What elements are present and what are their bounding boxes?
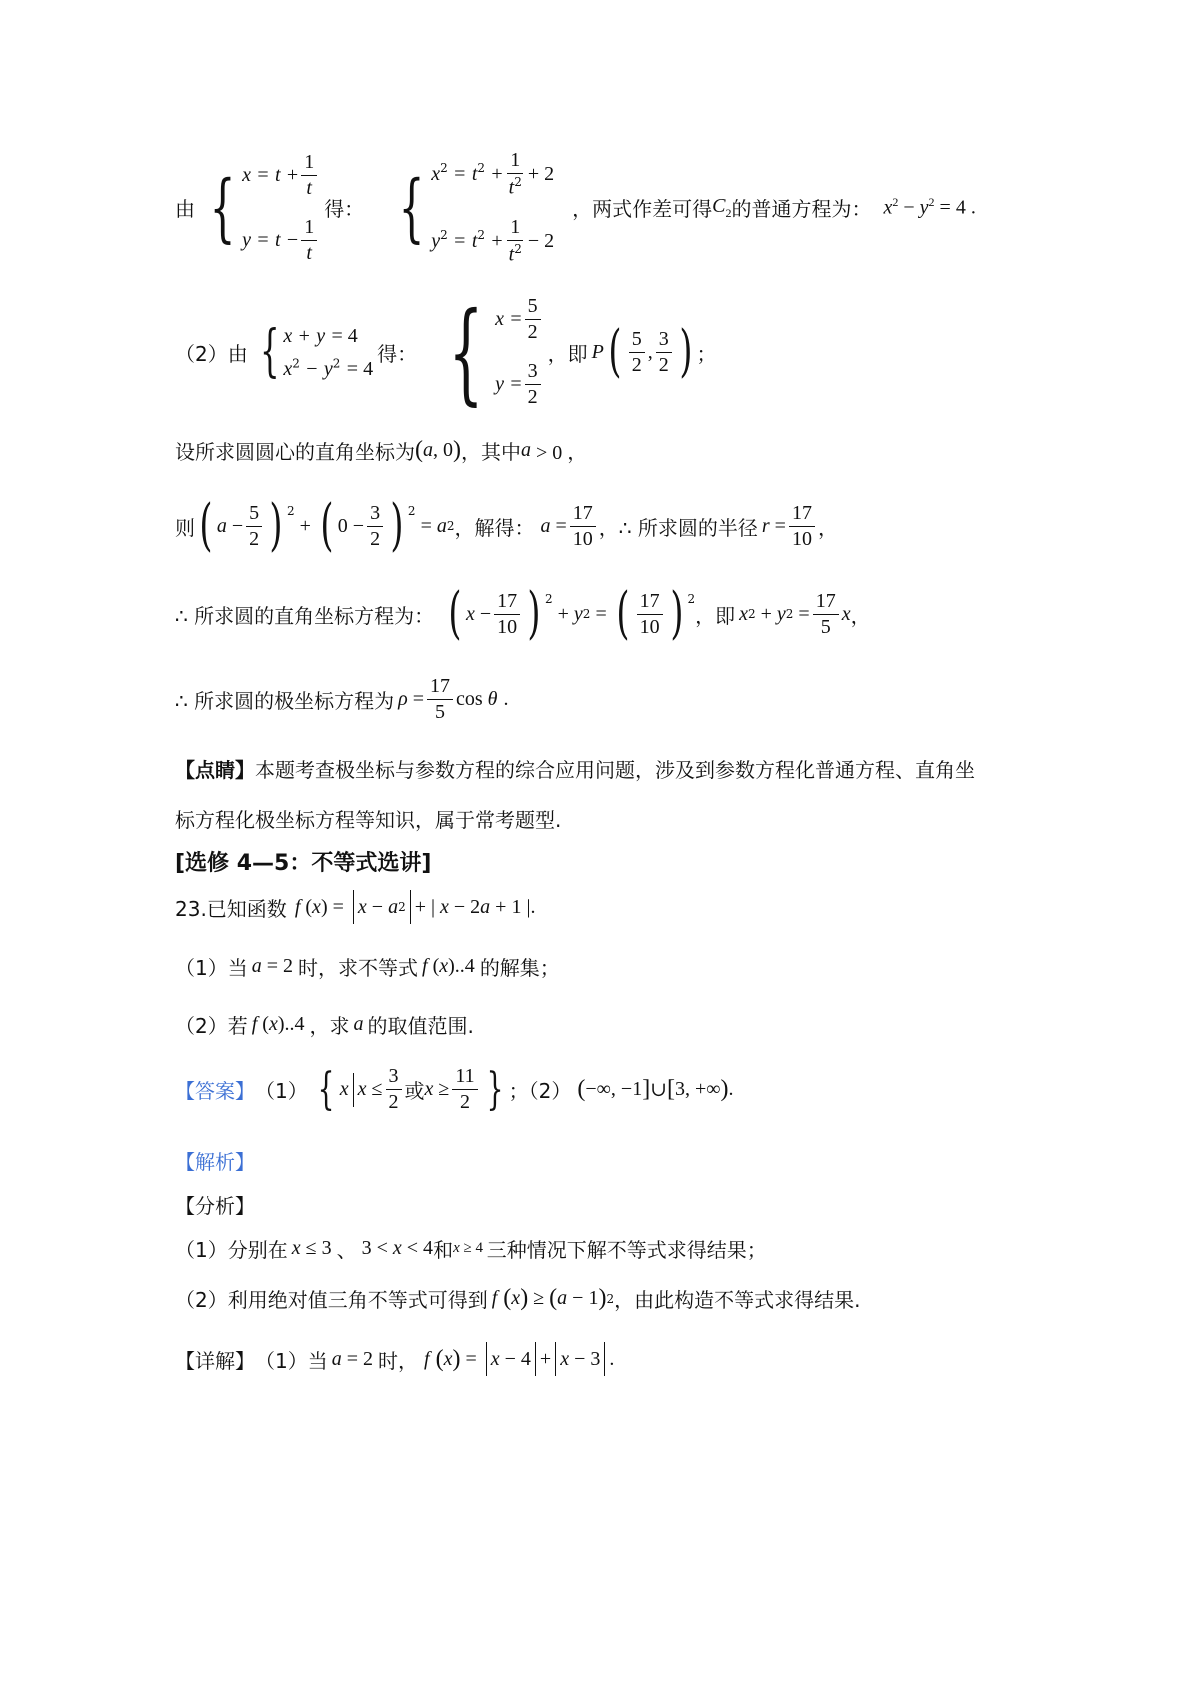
section-heading: [选修 4—5：不等式选讲]	[175, 851, 432, 876]
text-de2: 得：	[377, 341, 418, 366]
text-tail2: 的普通方程为：	[731, 197, 872, 222]
polar-line: ∴ 所求圆的极坐标方程为 ρ = $\frac{17}{5}$ cos θ .	[175, 675, 509, 723]
center-line: 设所求圆圆心的直角坐标为 ( a , 0 ) ，其中 a > 0 ，	[175, 437, 588, 464]
system-param: { x = t + $\frac{1}{t}$ y = t − $\frac{1}{t}$	[199, 152, 320, 264]
answer-tag: 【答案】	[175, 1079, 255, 1103]
dianjing-line1: 【点睛】 本题考查极坐标与参数方程的综合应用问题，涉及到参数方程化普通方程、直角坐	[175, 754, 975, 783]
dianjing-line2: 标方程化极坐标方程等知识，属于常考题型.	[175, 808, 562, 832]
text-ji: ，即	[547, 341, 588, 366]
analysis-line1: （1）分别在 x ≤ 3 、 3 < x < 4 和 x ≥ 4 三种情况下解不等式求得结果；	[175, 1237, 767, 1262]
radius-line: 则 ( a − $\frac{5}{2}$ ) $^2$ + ( 0 − $\frac{3}{2}$ ) $^2$ = a 2 ，解得： a = $\frac{17}{10}$ ，∴ 所求圆的半径 r = $\frac{17}{10}$ ，	[175, 493, 838, 558]
text-part2-label: （2）由	[175, 341, 248, 366]
point-p: P	[591, 340, 604, 363]
text-you: 由	[175, 197, 195, 222]
xiangjie-line: 【详解】 （1）当 a = 2 时， f ( x ) = x − 4 + x − 3 .	[175, 1342, 614, 1376]
c2-equation: $x^2 - y^2 = 4$ .	[883, 195, 976, 219]
answer-line: 【答案】 （1） { x x ≤ $\frac{3}{2}$ 或 x ≥ $\frac{11}{2}$ } ；（2） ( −∞, −1 ] ∪ [ 3, +∞ ) .	[175, 1063, 734, 1115]
dianjing-tag: 【点睛】	[175, 758, 255, 782]
part2-line: （2）由 { x + y = 4 $x^2 - y^2 = 4$ 得： { x = $\frac{5}{2}$ y = $\frac{3}{2}$ ，即 P ( $\frac{5}{2}$ , $\frac{3}{2}$ ) ；	[175, 288, 717, 416]
q2-line: （2）若 f ( x )..4 ，求 a 的取值范围.	[175, 1013, 474, 1038]
jiexi-tag: 【解析】	[175, 1150, 255, 1174]
q1-line: （1）当 a = 2 时，求不等式 f ( x )..4 的解集；	[175, 955, 560, 980]
analysis-line2: （2）利用绝对值三角不等式可得到 f ( x ) ≥ ( a − 1 ) 2 ，由此构造不等式求得结果.	[175, 1285, 861, 1312]
system-squared: { $x^2 = t^2$ + $\frac{1}{t^2}$ + 2 $y^2 = t^2$ + $\frac{1}{t^2}$ − 2	[398, 149, 555, 266]
text-tail: ，两式作差可得	[572, 197, 713, 222]
xiangjie-tag: 【详解】	[175, 1348, 255, 1373]
fenxi-tag: 【分析】	[175, 1194, 255, 1218]
circle-rect-line: ∴ 所求圆的直角坐标方程为： ( x − $\frac{17}{10}$ ) $^2$ + y 2 = ( $\frac{17}{10}$ ) $^2$ ，即 x 2 + y 2 = $\frac{17}{5}$ x ，	[175, 581, 871, 646]
text-center: 设所求圆圆心的直角坐标为	[175, 440, 415, 464]
system-solution: { x = $\frac{5}{2}$ y = $\frac{3}{2}$	[431, 296, 544, 408]
text-de: 得：	[324, 197, 365, 222]
system-intersect: { x + y = 4 $x^2 - y^2 = 4$	[259, 319, 374, 384]
q23-line: 23.已知函数 f ( x ) = x − a 2 + | x − 2 a + 1 |.	[175, 890, 535, 924]
c2-symbol: $C_2$	[712, 194, 732, 220]
param-equation-line	[175, 150, 976, 265]
